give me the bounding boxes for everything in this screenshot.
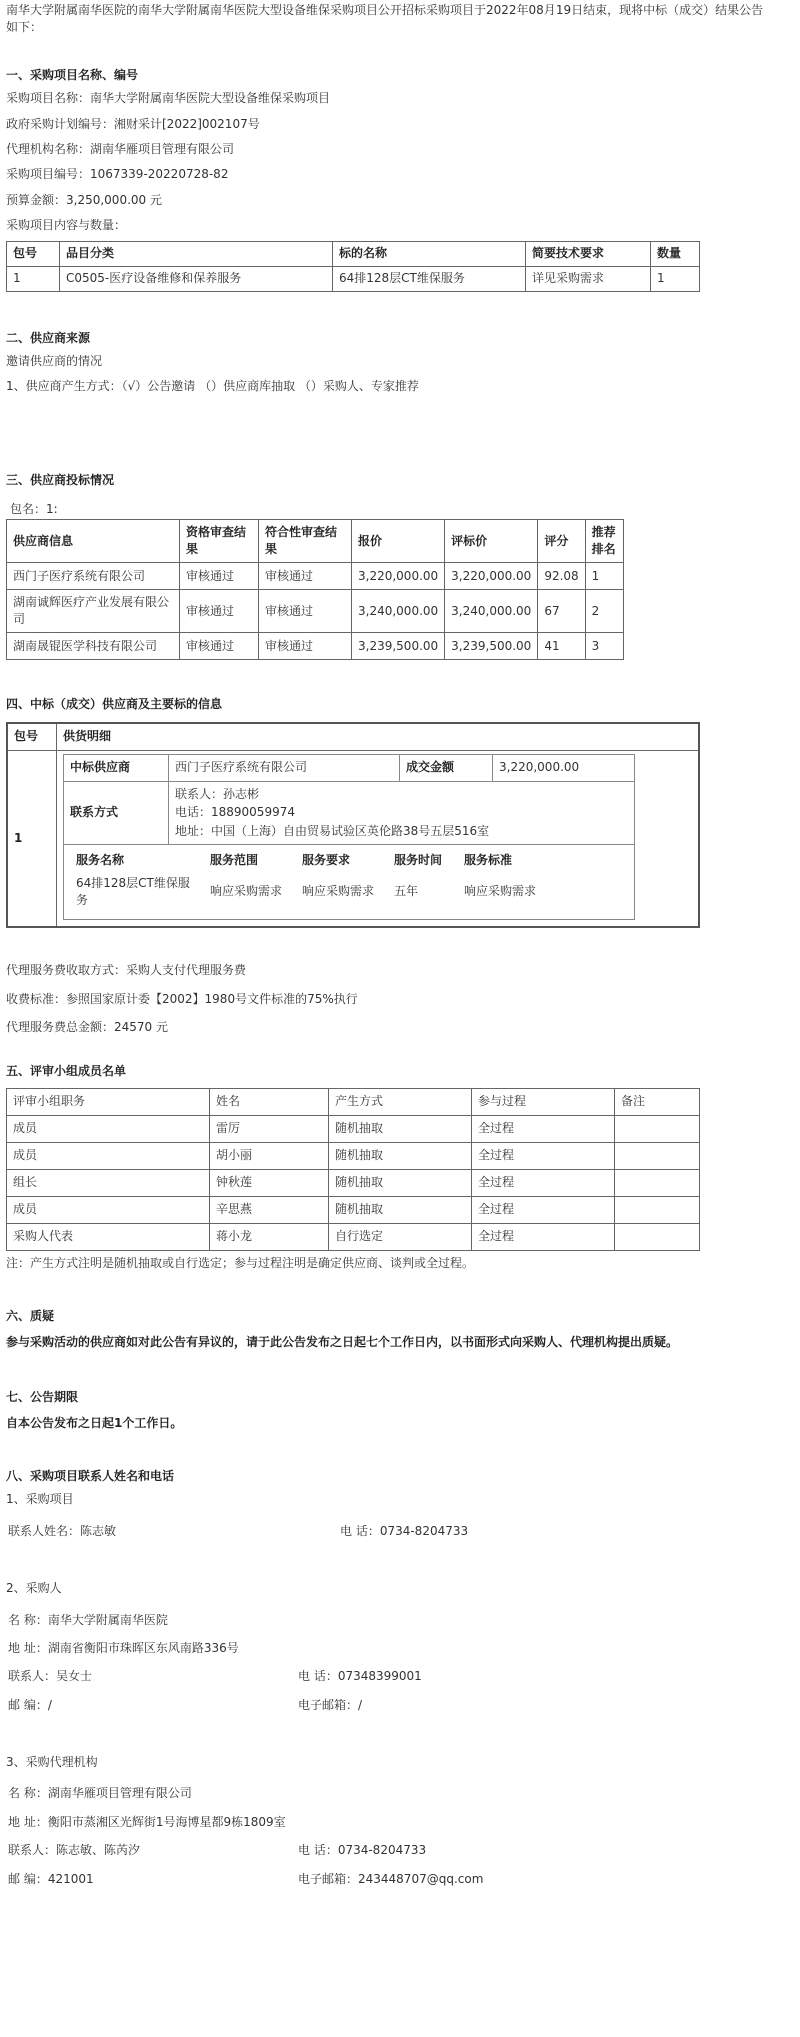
project-contact-name: 联系人姓名：陈志敏 <box>8 1523 117 1538</box>
section-7-title: 七、公告期限 <box>6 1390 79 1405</box>
table-header: 推荐排名 <box>585 520 623 563</box>
section-2-title: 二、供应商来源 <box>6 330 91 345</box>
table-row <box>7 1115 700 1142</box>
section-6-title: 六、质疑 <box>6 1309 55 1324</box>
table-cell: 雷厉 <box>210 1115 329 1142</box>
table-cell: 3 <box>585 633 623 660</box>
table-cell: 随机抽取 <box>329 1196 472 1223</box>
table-header-row <box>7 241 700 266</box>
section-8-title: 八、采购项目联系人姓名和电话 <box>6 1468 175 1483</box>
table-row <box>7 590 624 633</box>
purchaser-postcode: 邮 编：/ <box>8 1697 52 1712</box>
winner-name: 西门子医疗系统有限公司 <box>169 754 400 781</box>
table-cell: 1 <box>585 563 623 590</box>
section-1-title: 一、采购项目名称、编号 <box>6 67 139 82</box>
winner-label: 中标供应商 <box>64 754 169 781</box>
table-header: 数量 <box>651 241 700 266</box>
table-header-row <box>7 1088 700 1115</box>
table-cell: 随机抽取 <box>329 1142 472 1169</box>
winner-amount: 3,220,000.00 <box>493 754 635 781</box>
review-panel-table <box>6 1088 700 1251</box>
table-cell: 41 <box>538 633 585 660</box>
contact-phone: 电话：18890059974 <box>175 805 295 820</box>
table-cell <box>615 1115 700 1142</box>
agency-title: 3、采购代理机构 <box>6 1755 98 1770</box>
purchaser-email: 电子邮箱：/ <box>298 1697 363 1712</box>
agency-phone: 电 话：0734-8204733 <box>298 1843 427 1858</box>
purchaser-address: 地 址：湖南省衡阳市珠晖区东风南路336号 <box>8 1640 239 1655</box>
agency-contact-name: 名 称：湖南华雁项目管理有限公司 <box>8 1786 192 1801</box>
table-cell: 蒋小龙 <box>210 1223 329 1250</box>
table-cell: 湖南诚辉医疗产业发展有限公司 <box>7 590 180 633</box>
table-cell: 全过程 <box>472 1196 615 1223</box>
table-cell: 1 <box>651 266 700 291</box>
table-header-row <box>7 520 624 563</box>
table-cell: 成员 <box>7 1142 210 1169</box>
table-header: 包号 <box>7 241 60 266</box>
project-contact-title: 1、采购项目 <box>6 1492 74 1507</box>
table-row <box>64 754 635 781</box>
table-row <box>7 633 624 660</box>
table-cell: 67 <box>538 590 585 633</box>
table-cell: 详见采购需求 <box>526 266 651 291</box>
purchaser-contact-row <box>8 1668 794 1685</box>
table-header: 报价 <box>352 520 445 563</box>
table-cell: 全过程 <box>472 1142 615 1169</box>
supplier-method: 1、供应商产生方式：（√）公告邀请 （）供应商库抽取 （）采购人、专家推荐 <box>6 379 419 394</box>
table-cell: 随机抽取 <box>329 1169 472 1196</box>
table-row <box>7 1196 700 1223</box>
table-row <box>68 873 544 912</box>
table-cell: 92.08 <box>538 563 585 590</box>
table-cell: 随机抽取 <box>329 1115 472 1142</box>
table-header: 服务标准 <box>464 852 513 867</box>
table-cell: 胡小丽 <box>210 1142 329 1169</box>
table-header: 资格审查结果 <box>180 520 259 563</box>
table-cell: 全过程 <box>472 1223 615 1250</box>
procurement-content-table <box>6 241 700 292</box>
table-cell: 辛思燕 <box>210 1196 329 1223</box>
table-header: 供货明细 <box>57 723 700 751</box>
table-header: 评审小组职务 <box>7 1088 210 1115</box>
table-cell: 成员 <box>7 1115 210 1142</box>
review-note: 注：产生方式注明是随机抽取或自行选定；参与过程注明是确定供应商、谈判或全过程。 <box>6 1255 475 1270</box>
table-header-row <box>7 723 699 751</box>
contact-label: 联系方式 <box>64 781 169 844</box>
table-cell: 3,239,500.00 <box>352 633 445 660</box>
table-row <box>7 266 700 291</box>
section-3-title: 三、供应商投标情况 <box>6 472 115 487</box>
table-cell: 3,239,500.00 <box>445 633 538 660</box>
project-contact-phone: 电 话：0734-8204733 <box>340 1523 469 1538</box>
table-header: 服务范围 <box>210 852 259 867</box>
agency-contact-row <box>8 1842 794 1859</box>
table-header: 供应商信息 <box>7 520 180 563</box>
table-cell: 64排128层CT维保服务 <box>76 875 190 908</box>
challenge-text: 参与采购活动的供应商如对此公告有异议的，请于此公告发布之日起七个工作日内，以书面形式向采购人、代理机构提出质疑。 <box>6 1334 679 1349</box>
intro-text: 南华大学附属南华医院的南华大学附属南华医院大型设备维保采购项目公开招标采购项目于2022年08月19日结束，现将中标（成交）结果公告如下： <box>6 3 764 35</box>
table-cell: 审核通过 <box>259 563 352 590</box>
purchaser-name: 名 称：南华大学附属南华医院 <box>8 1612 168 1627</box>
agency-post-row <box>8 1871 794 1888</box>
project-number: 采购项目编号：1067339-20220728-82 <box>6 167 229 182</box>
table-cell: 自行选定 <box>329 1223 472 1250</box>
table-cell: 五年 <box>394 884 419 899</box>
table-cell: 64排128层CT维保服务 <box>333 266 526 291</box>
table-header: 评标价 <box>445 520 538 563</box>
table-cell <box>615 1223 700 1250</box>
table-cell: 响应采购需求 <box>464 884 537 899</box>
table-cell: 全过程 <box>472 1115 615 1142</box>
table-header: 服务时间 <box>394 852 443 867</box>
table-header: 备注 <box>615 1088 700 1115</box>
bid-table <box>6 519 624 660</box>
table-row <box>7 1169 700 1196</box>
table-cell: 3,240,000.00 <box>445 590 538 633</box>
agency-contact: 联系人：陈志敏、陈芮汐 <box>8 1843 141 1858</box>
table-header: 符合性审查结果 <box>259 520 352 563</box>
purchaser-post-row <box>8 1697 794 1714</box>
table-cell <box>615 1196 700 1223</box>
service-table <box>68 849 544 912</box>
table-cell <box>615 1169 700 1196</box>
project-name: 采购项目名称：南华大学附属南华医院大型设备维保采购项目 <box>6 91 331 106</box>
table-header: 姓名 <box>210 1088 329 1115</box>
winner-table <box>6 722 700 929</box>
fee-total: 代理服务费总金额：24570 元 <box>6 1020 168 1035</box>
table-cell: 审核通过 <box>180 590 259 633</box>
content-quantity-label: 采购项目内容与数量： <box>6 218 127 233</box>
contact-address: 地址：中国（上海）自由贸易试验区英伦路38号五层516室 <box>175 824 490 839</box>
purchaser-phone: 电 话：07348399001 <box>298 1669 422 1684</box>
table-cell: 采购人代表 <box>7 1223 210 1250</box>
agency-address: 地 址：衡阳市蒸湘区光辉街1号海博星都9栋1809室 <box>8 1814 286 1829</box>
pack-name: 包名：1: <box>10 502 58 517</box>
table-row <box>7 563 624 590</box>
table-row <box>7 750 699 927</box>
table-cell: 3,220,000.00 <box>445 563 538 590</box>
table-row <box>64 844 635 920</box>
table-cell <box>615 1142 700 1169</box>
winner-inner-table <box>63 754 635 921</box>
table-header-row <box>68 849 544 873</box>
table-cell: 全过程 <box>472 1169 615 1196</box>
table-header: 评分 <box>538 520 585 563</box>
supplier-invite-label: 邀请供应商的情况 <box>6 353 103 368</box>
table-cell: 响应采购需求 <box>210 884 283 899</box>
agency-email[interactable]: 电子邮箱：243448707@qq.com <box>298 1871 484 1886</box>
table-cell: 湖南晟锟医学科技有限公司 <box>7 633 180 660</box>
table-cell: 响应采购需求 <box>302 884 375 899</box>
table-row <box>7 1142 700 1169</box>
table-cell: 2 <box>585 590 623 633</box>
table-cell: 西门子医疗系统有限公司 <box>7 563 180 590</box>
budget-amount: 预算金额：3,250,000.00 元 <box>6 192 162 207</box>
table-cell: 钟秋莲 <box>210 1169 329 1196</box>
table-header: 简要技术要求 <box>526 241 651 266</box>
table-cell: C0505-医疗设备维修和保养服务 <box>60 266 333 291</box>
project-contact-row <box>6 1523 794 1540</box>
table-header: 服务要求 <box>302 852 351 867</box>
table-cell: 3,220,000.00 <box>352 563 445 590</box>
table-row <box>7 1223 700 1250</box>
service-cell <box>64 844 635 920</box>
table-cell: 审核通过 <box>180 563 259 590</box>
fee-standard: 收费标准：参照国家原计委【2002】1980号文件标准的75%执行 <box>6 991 358 1006</box>
agency-name: 代理机构名称：湖南华雁项目管理有限公司 <box>6 141 235 156</box>
table-header: 品目分类 <box>60 241 333 266</box>
agency-postcode: 邮 编：421001 <box>8 1871 94 1886</box>
pack-number: 1 <box>7 750 57 927</box>
contact-info <box>169 781 635 844</box>
table-header: 服务名称 <box>76 852 125 867</box>
table-cell: 3,240,000.00 <box>352 590 445 633</box>
amount-label: 成交金额 <box>400 754 493 781</box>
table-header: 参与过程 <box>472 1088 615 1115</box>
table-header: 标的名称 <box>333 241 526 266</box>
purchaser-title: 2、采购人 <box>6 1581 62 1596</box>
winner-detail <box>57 750 700 927</box>
table-header: 产生方式 <box>329 1088 472 1115</box>
contact-person: 联系人：孙志彬 <box>175 786 260 801</box>
table-cell: 审核通过 <box>180 633 259 660</box>
table-cell: 审核通过 <box>259 590 352 633</box>
table-cell: 审核通过 <box>259 633 352 660</box>
section-4-title: 四、中标（成交）供应商及主要标的信息 <box>6 697 223 712</box>
table-header: 包号 <box>7 723 57 751</box>
table-cell: 组长 <box>7 1169 210 1196</box>
notice-period-text: 自本公告发布之日起1个工作日。 <box>6 1415 183 1430</box>
table-row <box>64 781 635 844</box>
plan-number: 政府采购计划编号：湘财采计[2022]002107号 <box>6 116 260 131</box>
purchaser-contact: 联系人：吴女士 <box>8 1669 93 1684</box>
table-cell: 成员 <box>7 1196 210 1223</box>
section-5-title: 五、评审小组成员名单 <box>6 1063 127 1078</box>
fee-method: 代理服务费收取方式：采购人支付代理服务费 <box>6 963 247 978</box>
table-cell: 1 <box>7 266 60 291</box>
